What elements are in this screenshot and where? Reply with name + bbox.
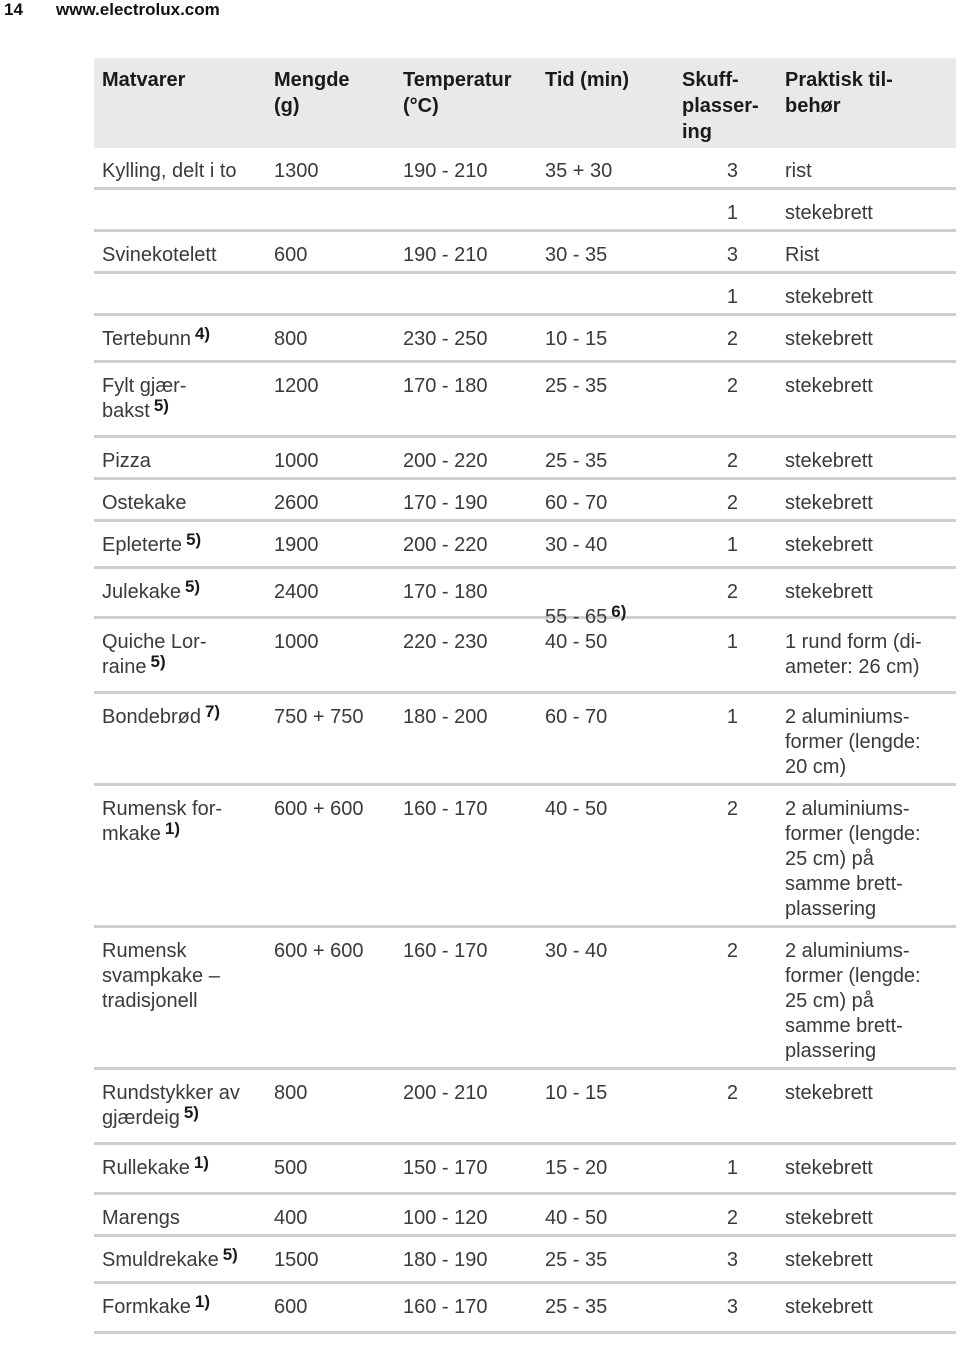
cell-food [102,449,272,474]
footnote-ref: 1) [194,1292,211,1311]
table-row [94,569,956,628]
cell-shelf: 1 [726,1157,738,1179]
cell-food [102,797,272,847]
cell-time [545,159,675,184]
time-value: 40 - 50 [545,1207,608,1229]
cell-accessory: 2 aluminiums- former (lengde: 25 cm) på samme brett- plassering [785,798,921,920]
cell-amount: 1000 [274,631,319,653]
cell-shelf: 1 [726,202,738,224]
cell-accessory: stekebrett [785,492,873,514]
cell-shelf: 1 [726,706,738,728]
table-row [94,363,956,438]
cell-amount: 1000 [274,450,319,472]
cell-time [545,533,675,558]
cell-food [102,324,272,352]
cell-time [545,491,675,516]
table-row [94,1237,956,1284]
cell-amount: 400 [274,1207,308,1229]
cell-accessory: stekebrett [785,534,873,556]
food-name: Rundstykker av gjærdeig [102,1082,240,1129]
food-name: Pizza [102,450,151,472]
cell-food [102,1292,272,1320]
table-row [94,694,956,786]
table-row [94,1284,956,1334]
cell-temperature: 170 - 190 [403,492,488,514]
footnote-ref: 5) [222,1245,238,1264]
table-row [94,232,956,274]
cell-temperature: 180 - 200 [403,706,488,728]
cell-food [102,243,272,268]
time-value: 30 - 40 [545,940,608,962]
baking-table [94,58,956,1334]
cell-shelf: 2 [726,1082,738,1104]
table-row [94,1195,956,1237]
footnote-ref: 5) [153,396,169,415]
table-row [94,928,956,1070]
cell-time [545,1156,675,1181]
header-food: Matvarer [102,69,186,91]
cell-temperature: 170 - 180 [403,375,488,397]
cell-temperature: 150 - 170 [403,1157,488,1179]
cell-time [545,327,675,352]
cell-amount: 600 + 600 [274,940,364,962]
time-value: 25 - 35 [545,450,608,472]
table-row [94,438,956,480]
cell-temperature: 170 - 180 [403,581,488,603]
cell-accessory: stekebrett [785,1296,873,1318]
table-row [94,522,956,569]
cell-time [545,1295,675,1320]
food-name: Ostekake [102,492,187,514]
time-value: 60 - 70 [545,706,608,728]
cell-accessory: 2 aluminiums- former (lengde: 25 cm) på samme brett- plassering [785,940,921,1062]
food-name: Fylt gjær- bakst [102,375,187,422]
cell-temperature: 100 - 120 [403,1207,488,1229]
cell-amount: 1300 [274,160,319,182]
cell-food [102,1153,272,1181]
table-row [94,1145,956,1195]
time-value: 10 - 15 [545,328,608,350]
footnote-ref: 7) [204,702,221,721]
footnote-ref: 1) [193,1153,209,1172]
cell-time [545,374,675,399]
cell-shelf: 2 [726,940,738,962]
food-name: Rumensk svampkake – tradisjonell [102,940,220,1012]
footnote-ref: 1) [164,819,181,838]
food-name: Tertebunn [102,328,191,350]
cell-temperature: 230 - 250 [403,328,488,350]
cell-temperature: 220 - 230 [403,631,488,653]
food-name: Svinekotelett [102,244,217,266]
time-value: 35 + 30 [545,160,613,182]
cell-accessory: rist [785,160,812,182]
cell-food [102,1206,272,1231]
cell-temperature: 160 - 170 [403,798,488,820]
cell-temperature: 200 - 210 [403,1082,488,1104]
cell-amount: 800 [274,328,308,350]
cell-food [102,939,272,1014]
cell-temperature: 190 - 210 [403,244,488,266]
cell-shelf: 3 [726,1296,738,1318]
cell-shelf: 2 [726,1207,738,1229]
cell-temperature: 160 - 170 [403,940,488,962]
food-name: Formkake [102,1296,191,1318]
cell-food [102,374,272,424]
cell-time [545,630,675,655]
cell-accessory: 2 aluminiums- former (lengde: 20 cm) [785,706,921,778]
cell-shelf: 3 [726,244,738,266]
cell-time [545,243,675,268]
cell-food [102,630,272,680]
cell-time [545,705,675,730]
cell-time [545,797,675,822]
table-row [94,1070,956,1145]
time-value: 15 - 20 [545,1157,608,1179]
table-row [94,316,956,363]
cell-amount: 2400 [274,581,319,603]
cell-food [102,530,272,558]
cell-accessory: stekebrett [785,581,873,603]
cell-amount: 500 [274,1157,308,1179]
cell-food [102,1245,272,1273]
time-value: 10 - 15 [545,1082,608,1104]
footnote-ref: 5) [183,1103,199,1122]
footnote-ref: 5) [150,652,166,671]
time-value: 40 - 50 [545,631,608,653]
header-accessory: Praktisk til- behør [785,69,893,117]
table-row [94,190,956,232]
food-name: Bondebrød [102,706,201,728]
time-value: 25 - 35 [545,1249,608,1271]
cell-shelf: 2 [726,798,738,820]
food-name: Rullekake [102,1157,190,1179]
cell-accessory: stekebrett [785,1157,873,1179]
site-url: www.electrolux.com [56,0,220,19]
time-value: 25 - 35 [545,375,608,397]
cell-amount: 800 [274,1082,308,1104]
table-row [94,480,956,522]
food-name: Kylling, delt i to [102,160,237,182]
time-value: 30 - 40 [545,534,608,556]
cell-amount: 1500 [274,1249,319,1271]
cell-food [102,1081,272,1131]
food-name: Marengs [102,1207,180,1229]
cell-temperature: 200 - 220 [403,534,488,556]
cell-temperature: 200 - 220 [403,450,488,472]
time-value: 25 - 35 [545,1296,608,1318]
cell-amount: 750 + 750 [274,706,364,728]
cell-shelf: 3 [726,1249,738,1271]
cell-shelf: 2 [726,581,738,603]
food-name: Julekake [102,581,181,603]
food-name: Quiche Lor- raine [102,631,207,678]
cell-temperature: 160 - 170 [403,1296,488,1318]
cell-accessory: stekebrett [785,450,873,472]
cell-accessory: stekebrett [785,1249,873,1271]
footnote-ref: 5) [186,530,202,549]
table-row [94,148,956,190]
cell-amount: 600 + 600 [274,798,364,820]
cell-amount: 600 [274,1296,308,1318]
cell-food [102,577,272,605]
cell-amount: 600 [274,244,308,266]
cell-time [545,449,675,474]
table-header [94,58,956,148]
cell-accessory: 1 rund form (di- ameter: 26 cm) [785,631,922,678]
time-value: 40 - 50 [545,798,608,820]
cell-amount: 1900 [274,534,319,556]
food-name: Rumensk for- mkake [102,798,223,845]
cell-accessory: Rist [785,244,820,266]
time-value: 55 - 65 [545,606,608,628]
cell-shelf: 1 [726,631,738,653]
time-value: 60 - 70 [545,492,608,514]
cell-food [102,159,272,184]
cell-accessory: stekebrett [785,1082,873,1104]
food-name: Smuldrekake [102,1249,219,1271]
cell-temperature: 190 - 210 [403,160,488,182]
header-shelf: Skuff- plasser- ing [682,69,759,143]
cell-shelf: 2 [726,375,738,397]
header-time: Tid (min) [545,69,630,91]
cell-accessory: stekebrett [785,202,873,224]
cell-amount: 2600 [274,492,319,514]
table-row [94,619,956,694]
cell-food [102,702,272,730]
food-name: Epleterte [102,534,183,556]
time-value: 30 - 35 [545,244,608,266]
table-row [94,786,956,928]
cell-shelf: 1 [726,534,738,556]
cell-shelf: 1 [726,286,738,308]
cell-food [102,491,272,516]
cell-time [545,1206,675,1231]
footnote-ref: 4) [194,324,211,343]
header-temperature: Temperatur (°C) [403,69,512,117]
cell-time [545,1081,675,1106]
cell-accessory: stekebrett [785,286,873,308]
cell-temperature: 180 - 190 [403,1249,488,1271]
cell-time [545,1248,675,1273]
header-amount: Mengde (g) [274,69,350,117]
footnote-ref: 6) [611,602,627,621]
cell-accessory: stekebrett [785,328,873,350]
page-number: 14 [4,0,23,19]
cell-time [545,939,675,964]
cell-shelf: 2 [726,328,738,350]
table-row [94,274,956,316]
cell-accessory: stekebrett [785,1207,873,1229]
cell-accessory: stekebrett [785,375,873,397]
cell-shelf: 2 [726,492,738,514]
cell-shelf: 2 [726,450,738,472]
cell-shelf: 3 [726,160,738,182]
footnote-ref: 5) [184,577,201,596]
cell-amount: 1200 [274,375,319,397]
